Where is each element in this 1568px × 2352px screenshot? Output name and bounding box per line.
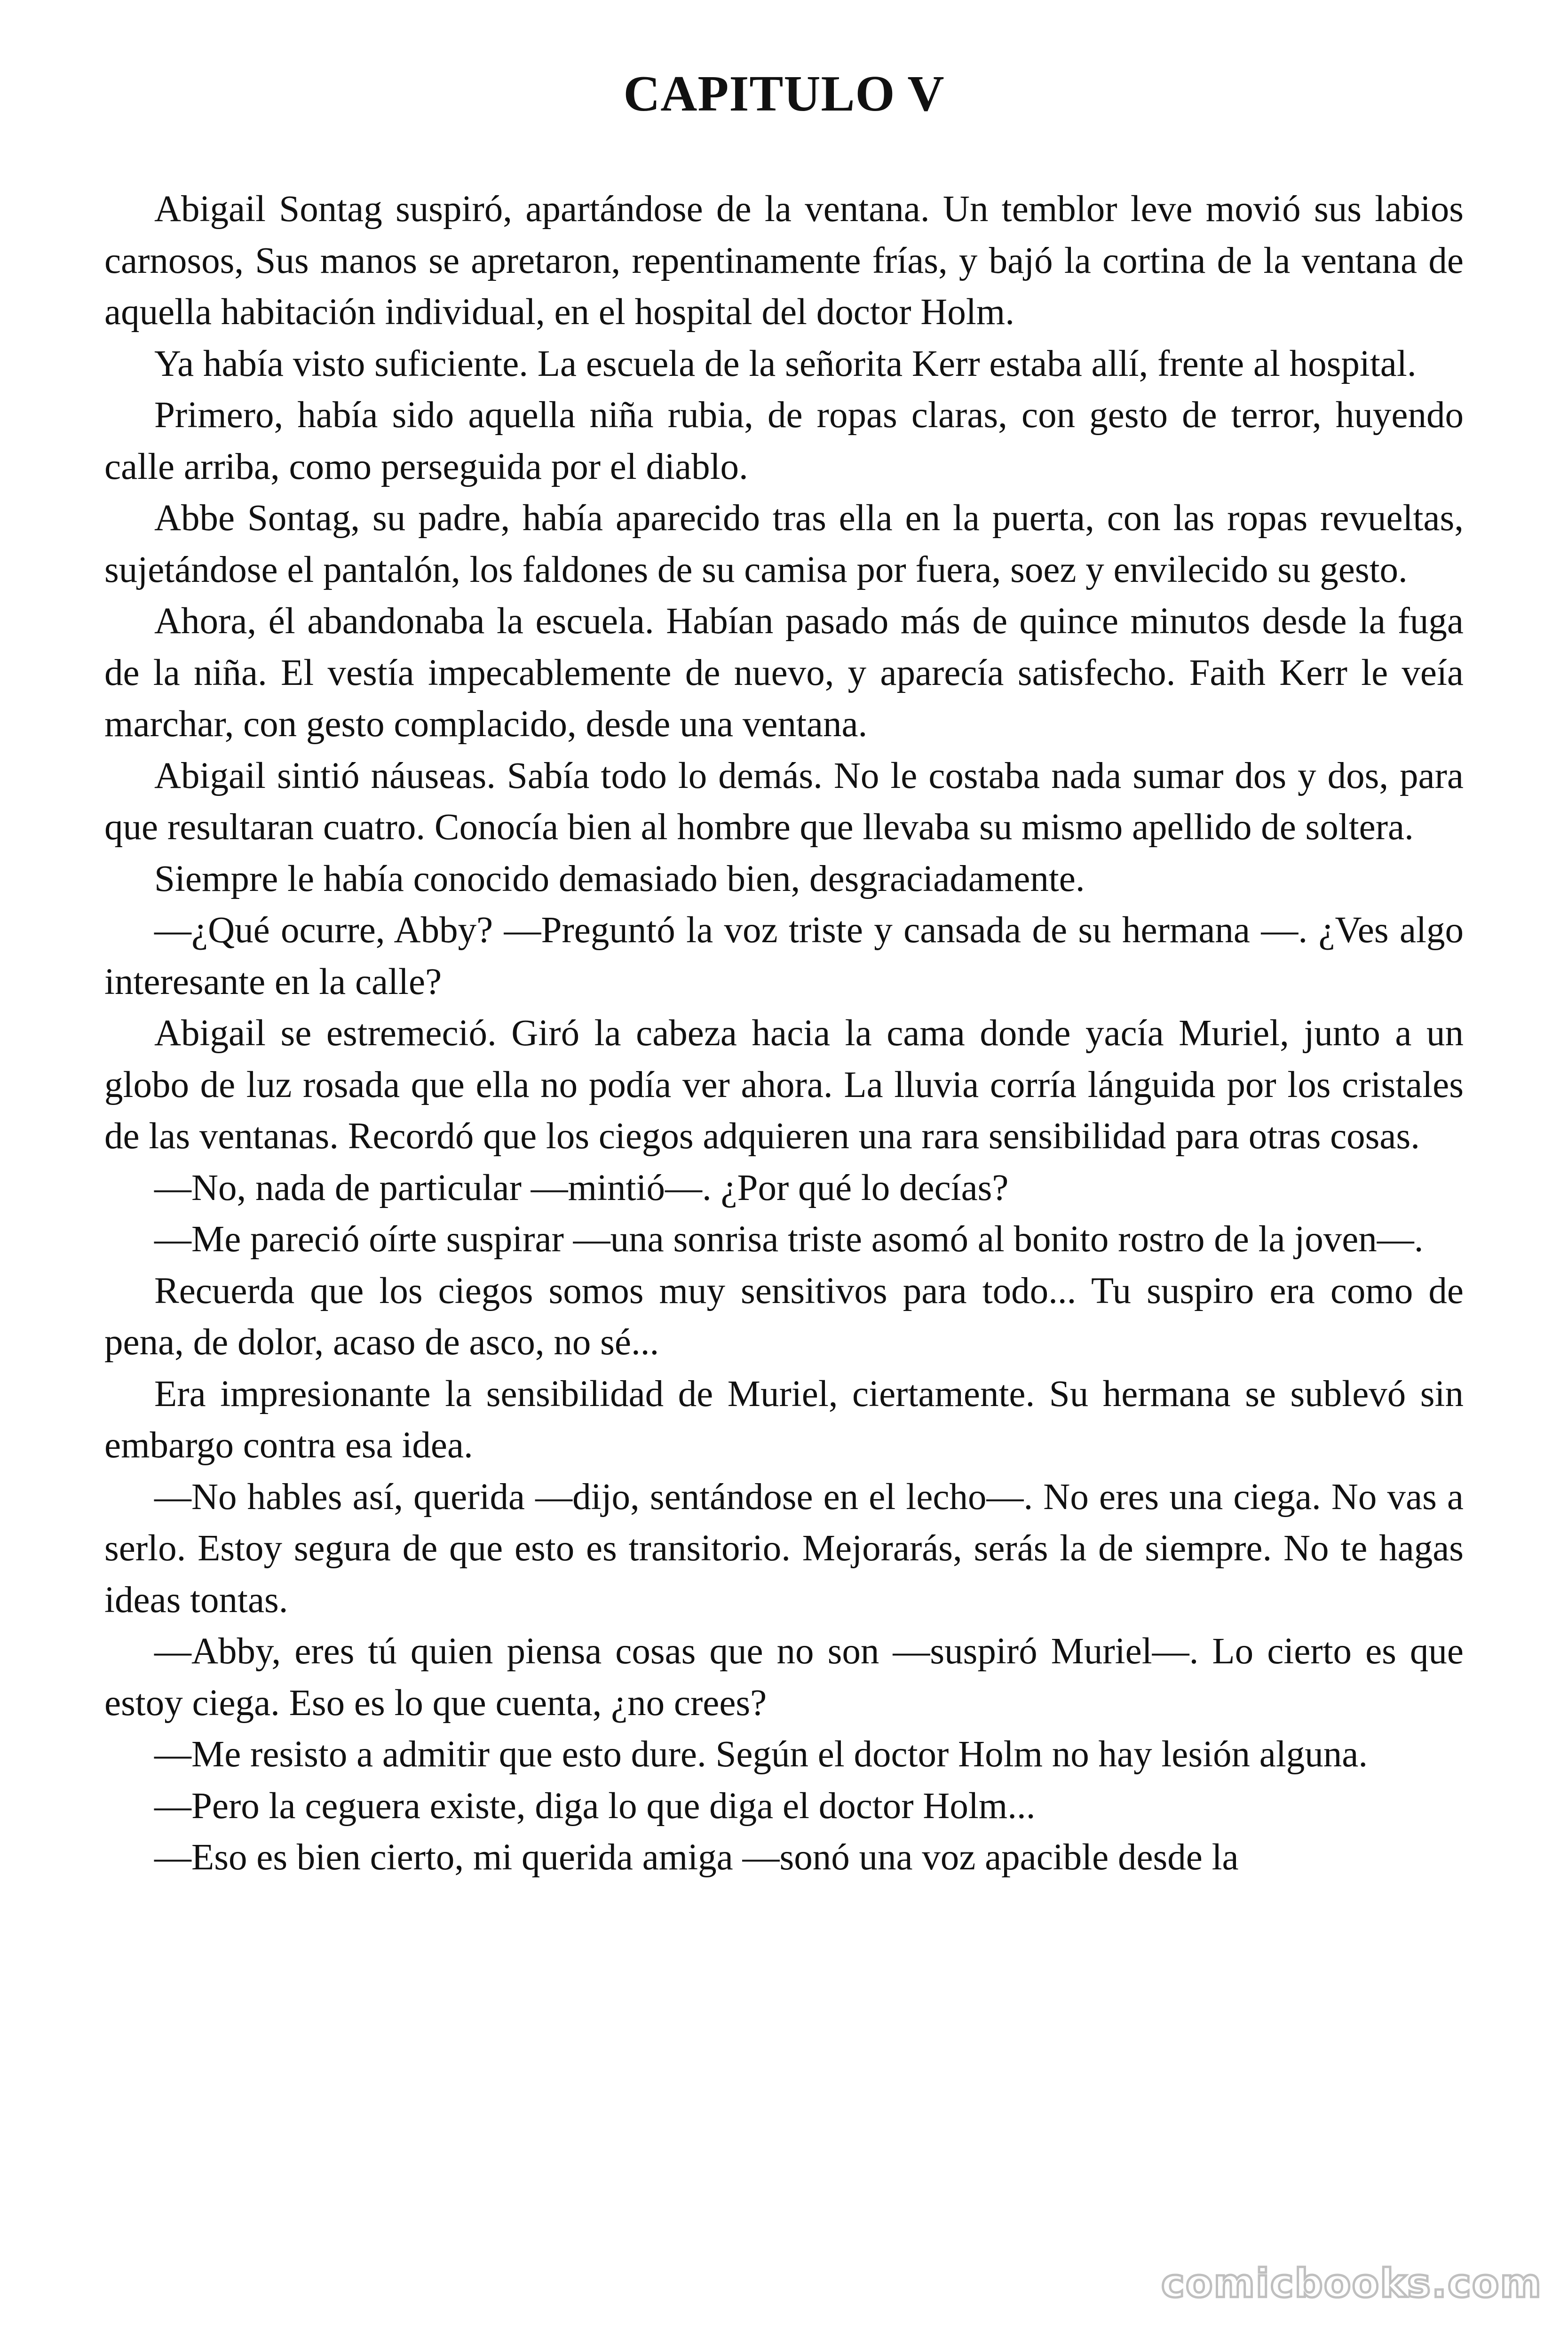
paragraph: —Eso es bien cierto, mi querida amiga —sonó una voz apacible desde la: [154, 1837, 1239, 1878]
paragraph: Primero, había sido aquella niña rubia, de ropas claras, con gesto de terror, huyendo calle arriba, como perseguida por el diablo.: [104, 395, 1464, 487]
page-content: [104, 61, 1464, 1883]
watermark: comicbooks.com: [1161, 2260, 1542, 2306]
paragraph: —No, nada de particular —mintió—. ¿Por qué lo decías?: [154, 1167, 1009, 1208]
paragraph: —Abby, eres tú quien piensa cosas que no son —suspiró Muriel—. Lo cierto es que estoy ciega. Eso es lo que cuenta, ¿no crees?: [104, 1631, 1464, 1724]
body-text: [104, 183, 1464, 1883]
paragraph: Abigail se estremeció. Giró la cabeza hacia la cama donde yacía Muriel, junto a un globo de luz rosada que ella no podía ver ahora. La lluvia corría lánguida por los cristales de las ventanas. Recordó que los ciegos adquieren una rara sensibilidad para otras cosas.: [104, 1013, 1464, 1157]
paragraph: Ahora, él abandonaba la escuela. Habían pasado más de quince minutos desde la fuga de la niña. El vestía impecablemente de nuevo, y aparecía satisfecho. Faith Kerr le veía marchar, con gesto complacido, desde una ventana.: [104, 601, 1464, 745]
paragraph: —Me pareció oírte suspirar —una sonrisa triste asomó al bonito rostro de la joven—.: [154, 1219, 1424, 1260]
paragraph: —No hables así, querida —dijo, sentándose en el lecho—. No eres una ciega. No vas a serlo. Estoy segura de que esto es transitorio. Mejorarás, serás la de siempre. No te hagas ideas tontas.: [104, 1476, 1464, 1621]
paragraph: Siempre le había conocido demasiado bien, desgraciadamente.: [154, 858, 1085, 899]
paragraph: Abigail Sontag suspiró, apartándose de la ventana. Un temblor leve movió sus labios carnosos, Sus manos se apretaron, repentinamente frías, y bajó la cortina de la ventana de aquella habitación individual, en el hospital del doctor Holm.: [104, 189, 1464, 333]
paragraph: —¿Qué ocurre, Abby? —Preguntó la voz triste y cansada de su hermana —. ¿Ves algo interesante en la calle?: [104, 910, 1464, 1002]
chapter-title: CAPITULO V: [623, 66, 945, 122]
paragraph: Abigail sintió náuseas. Sabía todo lo demás. No le costaba nada sumar dos y dos, para que resultaran cuatro. Conocía bien al hombre que llevaba su mismo apellido de soltera.: [104, 755, 1464, 848]
paragraph: —Pero la ceguera existe, diga lo que diga el doctor Holm...: [154, 1785, 1036, 1827]
paragraph: —Me resisto a admitir que esto dure. Según el doctor Holm no hay lesión alguna.: [154, 1734, 1368, 1775]
paragraph: Era impresionante la sensibilidad de Muriel, ciertamente. Su hermana se sublevó sin embargo contra esa idea.: [104, 1373, 1464, 1466]
paragraph: Ya había visto suficiente. La escuela de la señorita Kerr estaba allí, frente al hospital.: [154, 343, 1417, 384]
paragraph: Recuerda que los ciegos somos muy sensitivos para todo... Tu suspiro era como de pena, de dolor, acaso de asco, no sé...: [104, 1270, 1464, 1363]
paragraph: Abbe Sontag, su padre, había aparecido tras ella en la puerta, con las ropas revueltas, sujetándose el pantalón, los faldones de su camisa por fuera, soez y envilecido su gesto.: [104, 498, 1464, 590]
